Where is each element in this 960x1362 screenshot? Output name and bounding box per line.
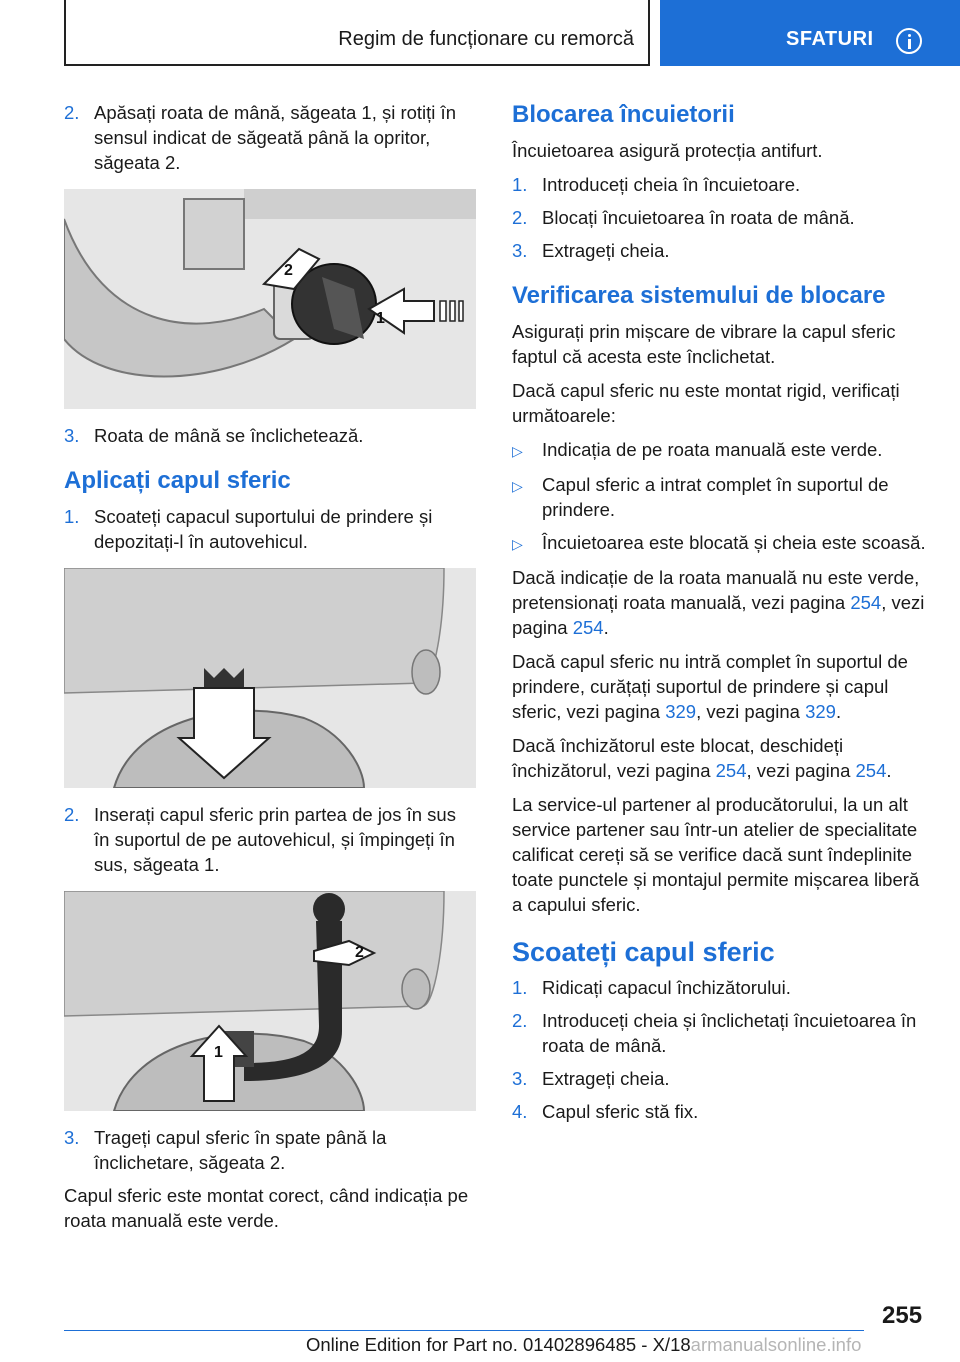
list-item — [512, 205, 928, 230]
paragraph: Dacă capul sferic nu este montat rigid, verificați următoarele: — [512, 380, 900, 426]
step-text: Apăsați roata de mână, săgeata 1, și rotiți în sensul indicat de săgeată până la opritor, săgeata 2. — [94, 102, 456, 173]
bullet-item — [512, 437, 928, 464]
right-column — [512, 100, 928, 1132]
page-number: 255 — [882, 1302, 923, 1329]
list-item — [512, 1008, 928, 1058]
list-item — [64, 1125, 476, 1175]
figure-remove-cover — [64, 568, 476, 788]
bullet-item — [512, 472, 928, 522]
list-item — [64, 423, 476, 448]
list-item — [512, 1099, 928, 1124]
list-item — [512, 975, 928, 1000]
section-heading: Aplicați capul sferic — [64, 467, 291, 494]
header-section-tab[interactable] — [660, 0, 960, 66]
list-item — [512, 172, 928, 197]
step-number: 3. — [64, 425, 80, 446]
footer-edition — [306, 1334, 861, 1356]
paragraph: Încuietoarea asigură protecția antifurt. — [512, 140, 823, 161]
list-item — [64, 802, 476, 877]
step-text: Trageți capul sferic în spate până la înclichetare, săgeata 2. — [94, 1127, 387, 1173]
bullet-item — [512, 530, 928, 557]
bullet-text: Indicația de pe roata manuală este verde. — [542, 439, 883, 460]
step-number: 4. — [512, 1101, 528, 1122]
step-text: Roata de mână se înclichetează. — [94, 425, 364, 446]
watermark: armanualsonline.info — [690, 1334, 862, 1355]
paragraph: Asigurați prin mișcare de vibrare la capul sferic faptul că acesta este înclichetat. — [512, 321, 896, 367]
figure-label-1: 1 — [214, 1044, 223, 1061]
list-item — [64, 504, 476, 554]
paragraph: Dacă închizătorul este blocat, deschideți închizătorul, vezi pagina 254, vezi pagina 254. — [512, 735, 892, 781]
step-number: 2. — [512, 207, 528, 228]
step-text: Extrageți cheia. — [542, 240, 670, 261]
footer-divider — [64, 1330, 864, 1331]
paragraph: La service-ul partener al producătorului, la un alt service partener sau într-un atelier de specialitate calificat cereți să se verifice dacă sunt îndeplinite toate punctele și montajul permite mișcarea liberă a capului sferic. — [512, 794, 920, 915]
header-title-box — [64, 0, 650, 66]
page-link[interactable]: 329 — [805, 701, 836, 722]
figure-hand-wheel-rotate — [64, 189, 476, 409]
page-link[interactable]: 329 — [665, 701, 697, 722]
left-column — [64, 100, 476, 1242]
info-icon — [896, 28, 922, 54]
step-number: 1. — [512, 977, 528, 998]
step-text: Capul sferic stă fix. — [542, 1101, 699, 1122]
section-label: SFATURI — [786, 28, 874, 50]
section-heading: Scoateți capul sferic — [512, 937, 775, 967]
step-text: Introduceți cheia în încuietoare. — [542, 174, 801, 195]
step-text: Ridicați capacul închizătorului. — [542, 977, 791, 998]
page-link[interactable]: 254 — [855, 760, 887, 781]
step-text: Inserați capul sferic prin partea de jos în sus în suportul de pe autovehicul, și împingeți în sus, săgeata 1. — [94, 804, 456, 875]
step-text: Extrageți cheia. — [542, 1068, 670, 1089]
note-text: Capul sferic este montat corect, când indicația pe roata manuală este verde. — [64, 1185, 469, 1231]
step-number: 3. — [512, 240, 528, 261]
section-heading: Verificarea sistemului de blocare — [512, 282, 886, 309]
figure-label-2: 2 — [355, 944, 364, 961]
figure-insert-ball-head — [64, 891, 476, 1111]
page-link[interactable]: 254 — [715, 760, 747, 781]
step-text: Scoateți capacul suportului de prindere și depozitați-l în autovehicul. — [94, 506, 433, 552]
step-number: 1. — [64, 506, 80, 527]
paragraph: Dacă capul sferic nu intră complet în suportul de prindere, curățați suportul de prindere și capul sferic, vezi pagina 329, vezi pagina 329. — [512, 651, 908, 722]
figure-label-1: 1 — [376, 310, 385, 327]
step-number: 1. — [512, 174, 528, 195]
bullet-arrow-icon: ▷ — [512, 536, 523, 552]
step-number: 3. — [512, 1068, 528, 1089]
bullet-text: Încuietoarea este blocată și cheia este scoasă. — [542, 532, 926, 553]
bullet-arrow-icon: ▷ — [512, 443, 523, 459]
step-text: Introduceți cheia și înclichetați încuietoarea în roata de mână. — [542, 1010, 917, 1056]
list-item — [64, 100, 476, 175]
section-heading: Blocarea încuietorii — [512, 101, 735, 128]
step-text: Blocați încuietoarea în roata de mână. — [542, 207, 855, 228]
step-number: 2. — [64, 804, 80, 825]
list-item — [512, 238, 928, 263]
figure-label-2: 2 — [284, 262, 293, 279]
bullet-arrow-icon: ▷ — [512, 478, 523, 494]
bullet-text: Capul sferic a intrat complet în suportul de prindere. — [542, 474, 889, 520]
list-item — [512, 1066, 928, 1091]
step-number: 3. — [64, 1127, 80, 1148]
page-link[interactable]: 254 — [572, 617, 604, 638]
chapter-title: Regim de funcționare cu remorcă — [338, 28, 634, 50]
step-number: 2. — [64, 102, 80, 123]
page-link[interactable]: 254 — [850, 592, 882, 613]
step-number: 2. — [512, 1010, 528, 1031]
edition-text: Online Edition for Part no. 01402896485 - X/18 — [306, 1334, 691, 1355]
paragraph: Dacă indicație de la roata manuală nu este verde, pretensionați roata manuală, vezi pagina 254, vezi pagina 254. — [512, 567, 925, 638]
